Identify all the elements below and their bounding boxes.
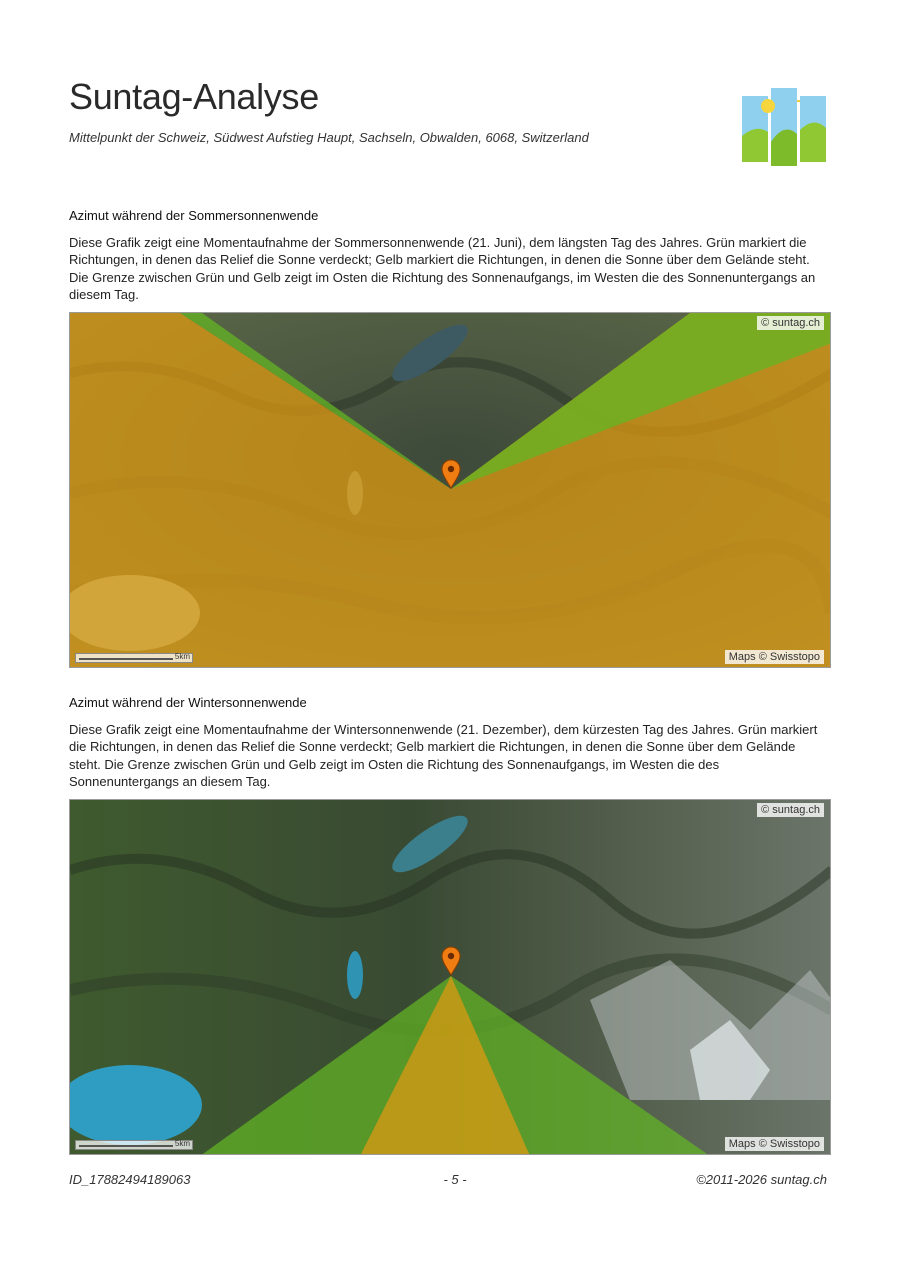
page-title: Suntag-Analyse	[69, 76, 319, 117]
winter-azimuth-map[interactable]	[69, 799, 831, 1155]
suntag-logo	[740, 86, 828, 168]
report-id: ID_17882494189063	[69, 1172, 191, 1187]
location-pin-icon[interactable]	[441, 459, 461, 489]
map-attribution: Maps © Swisstopo	[725, 650, 824, 664]
summer-section-heading: Azimut während der Sommersonnenwende	[69, 208, 319, 223]
winter-terrain-image	[70, 800, 831, 1155]
location-pin-icon[interactable]	[441, 946, 461, 976]
map-copyright: © suntag.ch	[757, 803, 824, 817]
winter-section-text: Diese Grafik zeigt eine Momentaufnahme der Wintersonnenwende (21. Dezember), dem kürzesten Tag des Jahres. Grün markiert die Richtungen, in denen das Relief die Sonne verdeckt; Gelb markiert die Richtungen, in denen die Sonne über dem Gelände steht. Die Grenze zwischen Grün und Gelb zeigt im Osten die Richtung des Sonnenaufgangs, im Westen die des Sonnenuntergangs an diesem Tag.	[69, 722, 818, 790]
summer-terrain-image	[70, 313, 831, 668]
summer-azimuth-map[interactable]	[69, 312, 831, 668]
summer-section-text: Diese Grafik zeigt eine Momentaufnahme der Sommersonnenwende (21. Juni), dem längsten Tag des Jahres. Grün markiert die Richtungen, in denen das Relief die Sonne verdeckt; Gelb markiert die Richtungen, in denen die Sonne über dem Gelände steht. Die Grenze zwischen Grün und Gelb zeigt im Osten die Richtung des Sonnenaufgangs, im Westen die des Sonnenuntergangs an diesem Tag.	[69, 235, 816, 303]
page-number: - 5 -	[443, 1172, 467, 1187]
map-scale-bar	[75, 1140, 193, 1150]
footer-copyright: ©2011-2026 suntag.ch	[696, 1172, 827, 1187]
scale-label: 5km	[174, 1139, 190, 1148]
map-scale-bar	[75, 653, 193, 663]
map-copyright: © suntag.ch	[757, 316, 824, 330]
map-attribution: Maps © Swisstopo	[725, 1137, 824, 1151]
scale-label: 5km	[174, 652, 190, 661]
winter-section-heading: Azimut während der Wintersonnenwende	[69, 695, 307, 710]
location-subtitle: Mittelpunkt der Schweiz, Südwest Aufstieg Haupt, Sachseln, Obwalden, 6068, Switzerland	[69, 130, 589, 145]
